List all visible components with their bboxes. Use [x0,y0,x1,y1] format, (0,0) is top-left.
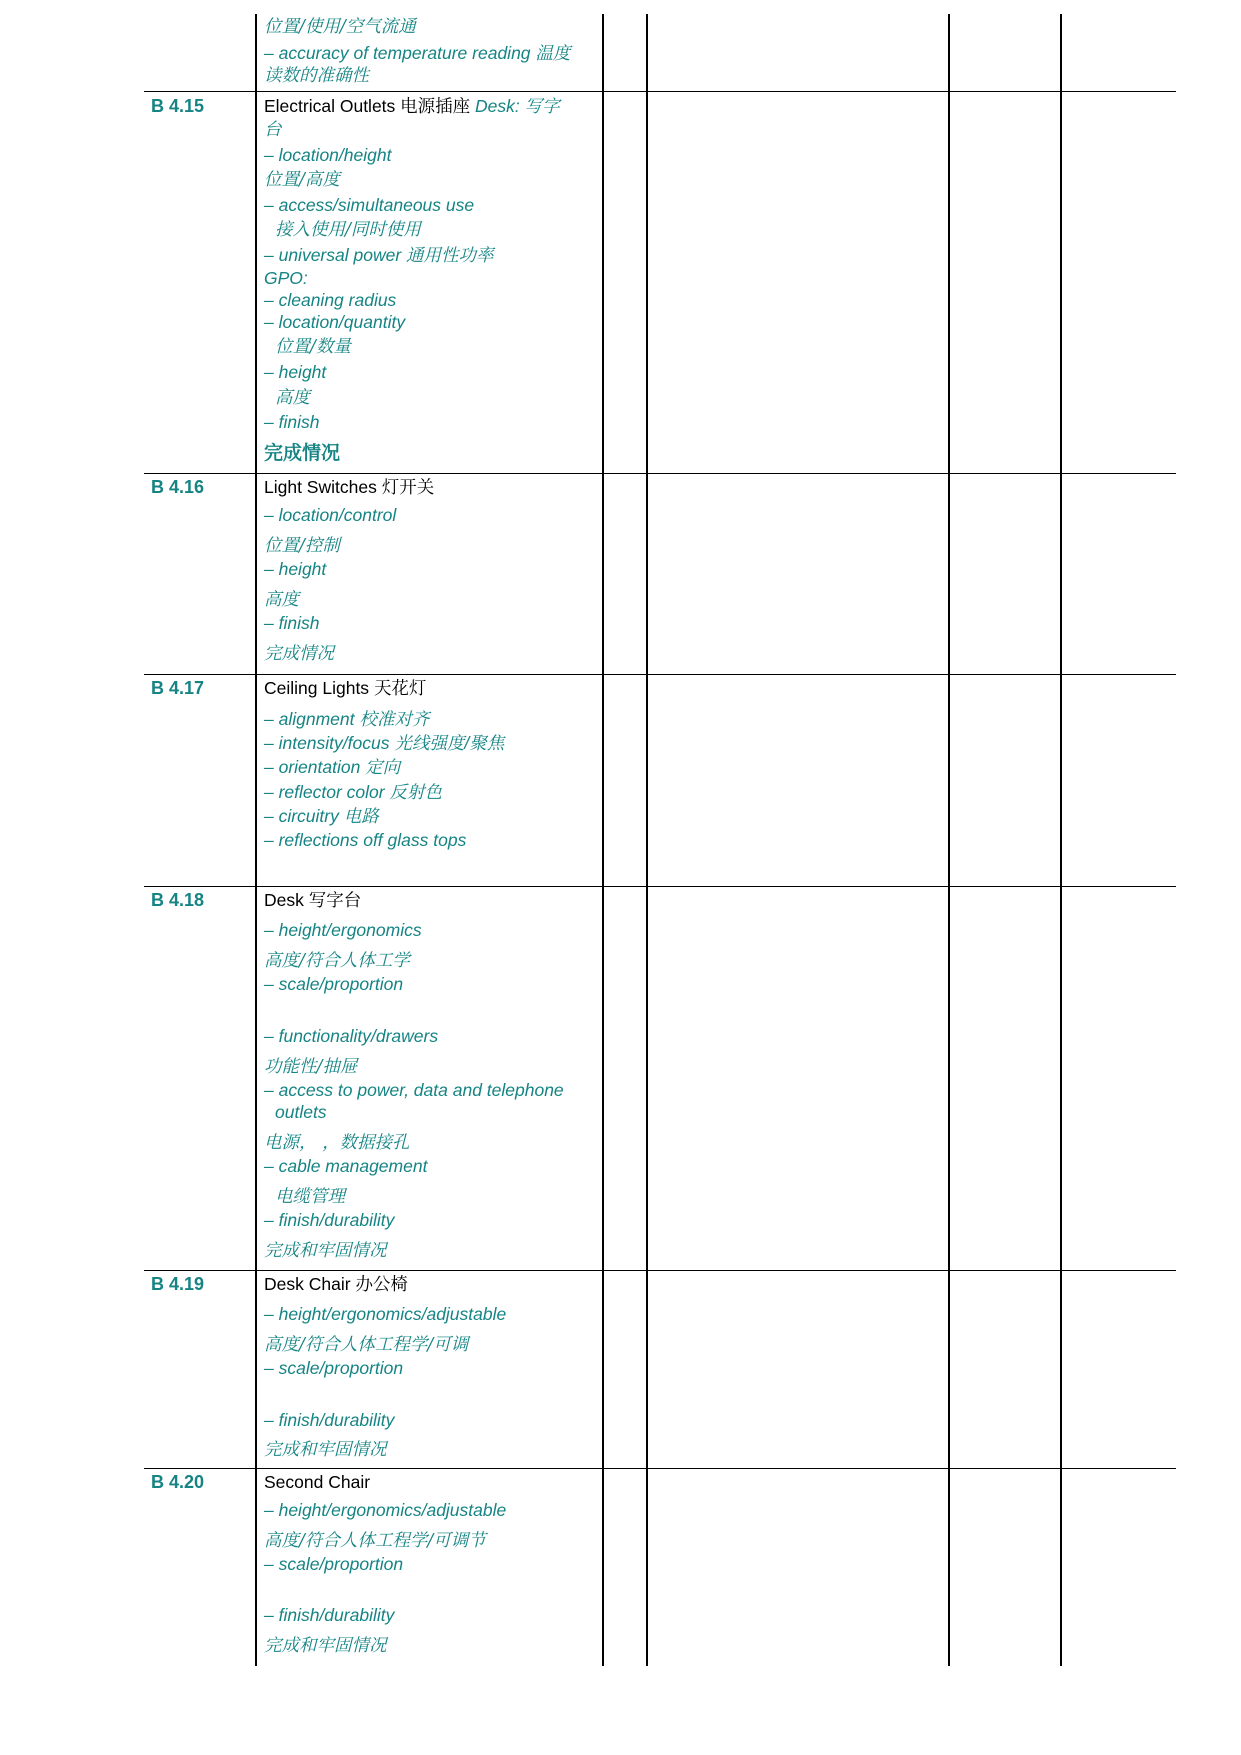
item-line: – height/ergonomics/adjustable [264,1304,507,1324]
item-line: – height [264,559,327,579]
item-line: 完成情况 [264,442,341,464]
item-line: – location/quantity [264,312,406,332]
item-title [264,1474,370,1492]
item-title-cn: 电源插座 [400,97,471,117]
item-line: – height [264,362,327,382]
item-line: – cable management [264,1156,428,1176]
item-line: – accuracy of temperature reading 温度 [264,43,571,63]
row-divider [144,473,1176,474]
item-title-en: Desk Chair [264,1274,351,1294]
item-line: – universal power 通用性功率 [264,245,494,265]
item-line: 位置/高度 [264,170,340,190]
column-divider [646,14,648,1666]
item-line: 完成情况 [264,644,334,664]
item-code: B 4.16 [151,477,205,497]
column-divider [948,14,950,1666]
item-title [264,1276,408,1295]
item-title-en: Light Switches [264,477,377,497]
item-line: 完成和牢固情况 [264,1636,387,1656]
item-line: GPO: [264,268,308,288]
item-line: – circuitry 电路 [264,806,379,826]
item-line: – functionality/drawers [264,1026,439,1046]
item-code: B 4.20 [151,1472,205,1492]
item-title-en: Ceiling Lights [264,678,370,698]
item-title-en: Second Chair [264,1472,371,1492]
item-line: 功能性/抽屉 [264,1057,358,1077]
item-line: 电缆管理 [275,1187,345,1207]
item-line: 读数的准确性 [264,66,369,86]
item-title [264,98,560,117]
item-line: – scale/proportion [264,1554,404,1574]
item-line: 高度 [264,590,299,610]
column-divider [255,14,257,1666]
item-line: outlets [275,1102,327,1122]
item-line: 位置/数量 [275,337,351,357]
item-line: 位置/控制 [264,536,340,556]
item-line: – finish/durability [264,1410,395,1430]
item-line: – scale/proportion [264,974,404,994]
item-title-cn: 办公椅 [355,1275,408,1295]
item-line: 完成和牢固情况 [264,1440,387,1460]
item-title-cn: 天花灯 [373,679,427,699]
item-code: B 4.19 [151,1274,205,1294]
item-line: 完成和牢固情况 [264,1241,387,1261]
item-line: – alignment 校准对齐 [264,709,430,729]
item-line: – finish [264,613,320,633]
item-line: – finish/durability [264,1210,395,1230]
item-line: 高度 [275,388,310,408]
item-line: 台 [264,120,282,140]
row-divider [144,674,1176,675]
item-title [264,892,361,911]
item-line: 接入使用/同时使用 [275,220,421,240]
item-code: B 4.18 [151,890,205,910]
item-line: – height/ergonomics [264,920,422,940]
item-title-cn: 灯开关 [381,478,435,498]
item-line: 高度/符合人体工程学/可调 [264,1335,469,1355]
item-line: – finish/durability [264,1605,395,1625]
column-divider [602,14,604,1666]
item-line: – access/simultaneous use [264,195,475,215]
item-title [264,479,434,498]
row-divider [144,91,1176,92]
item-line: – cleaning radius [264,290,397,310]
row-divider [144,886,1176,887]
item-line: 高度/符合人体工学 [264,951,410,971]
item-line: – height/ergonomics/adjustable [264,1500,507,1520]
item-line: – location/height [264,145,392,165]
item-title-desk: Desk: 写字 [475,96,560,116]
item-line: 位置/使用/空气流通 [264,17,416,37]
item-line: – orientation 定向 [264,757,401,777]
item-line: – reflector color 反射色 [264,782,442,802]
item-title [264,680,426,699]
item-code: B 4.15 [151,96,205,116]
item-line: 电源， ，数据接孔 [264,1133,410,1153]
item-line: – location/control [264,505,397,525]
item-line: – finish [264,412,320,432]
item-title-en: Desk [264,890,304,910]
item-title-cn: 写字台 [308,891,362,911]
row-divider [144,1270,1176,1271]
column-divider [1060,14,1062,1666]
item-title-en: Electrical Outlets [264,96,396,116]
item-line: – scale/proportion [264,1358,404,1378]
row-divider [144,1468,1176,1469]
item-line: – reflections off glass tops [264,830,467,850]
item-line: 高度/符合人体工程学/可调节 [264,1531,486,1551]
item-line: – access to power, data and telephone [264,1080,564,1100]
item-code: B 4.17 [151,678,205,698]
item-line: – intensity/focus 光线强度/聚焦 [264,733,505,753]
